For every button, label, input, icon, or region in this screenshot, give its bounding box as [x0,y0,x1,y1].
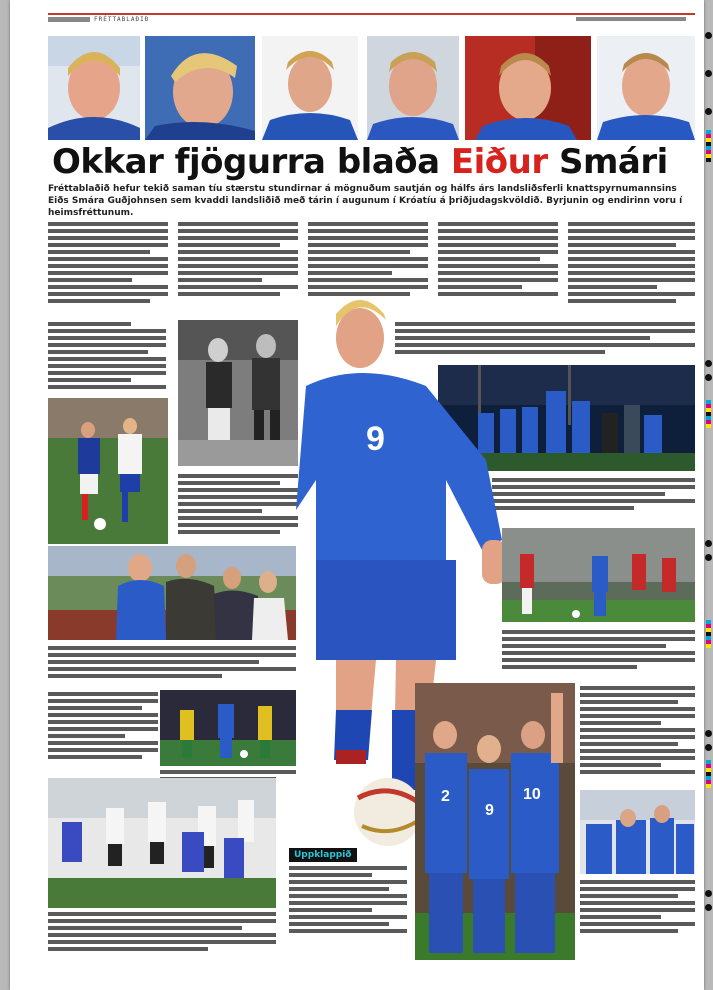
page-number-block [48,17,90,22]
text-column [438,222,558,299]
color-bar [706,400,711,428]
running-head [48,16,149,24]
svg-text:2: 2 [441,788,450,805]
text-column [48,222,168,306]
text-column [48,646,296,681]
sidebar-text [289,866,407,936]
text-column [580,880,695,936]
text-column [48,912,276,954]
portrait-photo [367,36,459,140]
celebration-crowd-photo [48,546,296,640]
team-celebration-photo [415,683,575,960]
headline [52,142,702,182]
historic-match-photo [178,320,298,466]
svg-text:9: 9 [485,802,494,819]
portrait-photo [262,36,358,140]
germany-match-photo [48,778,276,908]
text-column [178,474,298,537]
newspaper-page [10,0,704,990]
portrait-photo [145,36,255,140]
svg-text:10: 10 [523,786,541,803]
registration-marks [704,30,713,980]
france-match-photo [48,398,168,544]
team-hug-photo [580,790,695,874]
headline-part-2: Smári [558,142,668,182]
portrait-photo [465,36,591,140]
lead-paragraph: Fréttablaðið hefur tekið saman tíu stærstu stundirnar á mögnuðum sautján og hálfs árs landsliðsferli knattspyrnumannsins Eiðs Smára Guðjohnsen sem kvaddi landsliðið með tárin í augunum í Króatíu á þriðjudagskvöldið. Byrjunin og endirinn voru í heimsfréttunum. [48,184,683,218]
color-bar [706,760,711,788]
running-head-label: FRÉTTABLAÐIÐ [94,16,150,23]
text-column [48,322,166,392]
lithuania-match-photo [160,690,296,766]
text-column [308,222,428,299]
denmark-match-photo [502,528,695,622]
text-column [502,630,695,672]
text-column [568,222,695,306]
headline-highlight: Eiður [450,142,548,182]
text-column [492,478,695,513]
top-rule [48,13,695,15]
running-head-right [576,17,686,21]
portrait-photo [597,36,695,140]
sidebar-tag: Uppklappið [289,848,357,862]
text-column [580,686,695,777]
color-bar [706,130,711,162]
text-column [178,222,298,299]
color-bar [706,620,711,648]
svg-text:9: 9 [366,420,385,458]
text-column [48,692,158,762]
headline-part-1: Okkar fjögurra blaða [52,142,440,182]
portrait-photo [48,36,140,140]
